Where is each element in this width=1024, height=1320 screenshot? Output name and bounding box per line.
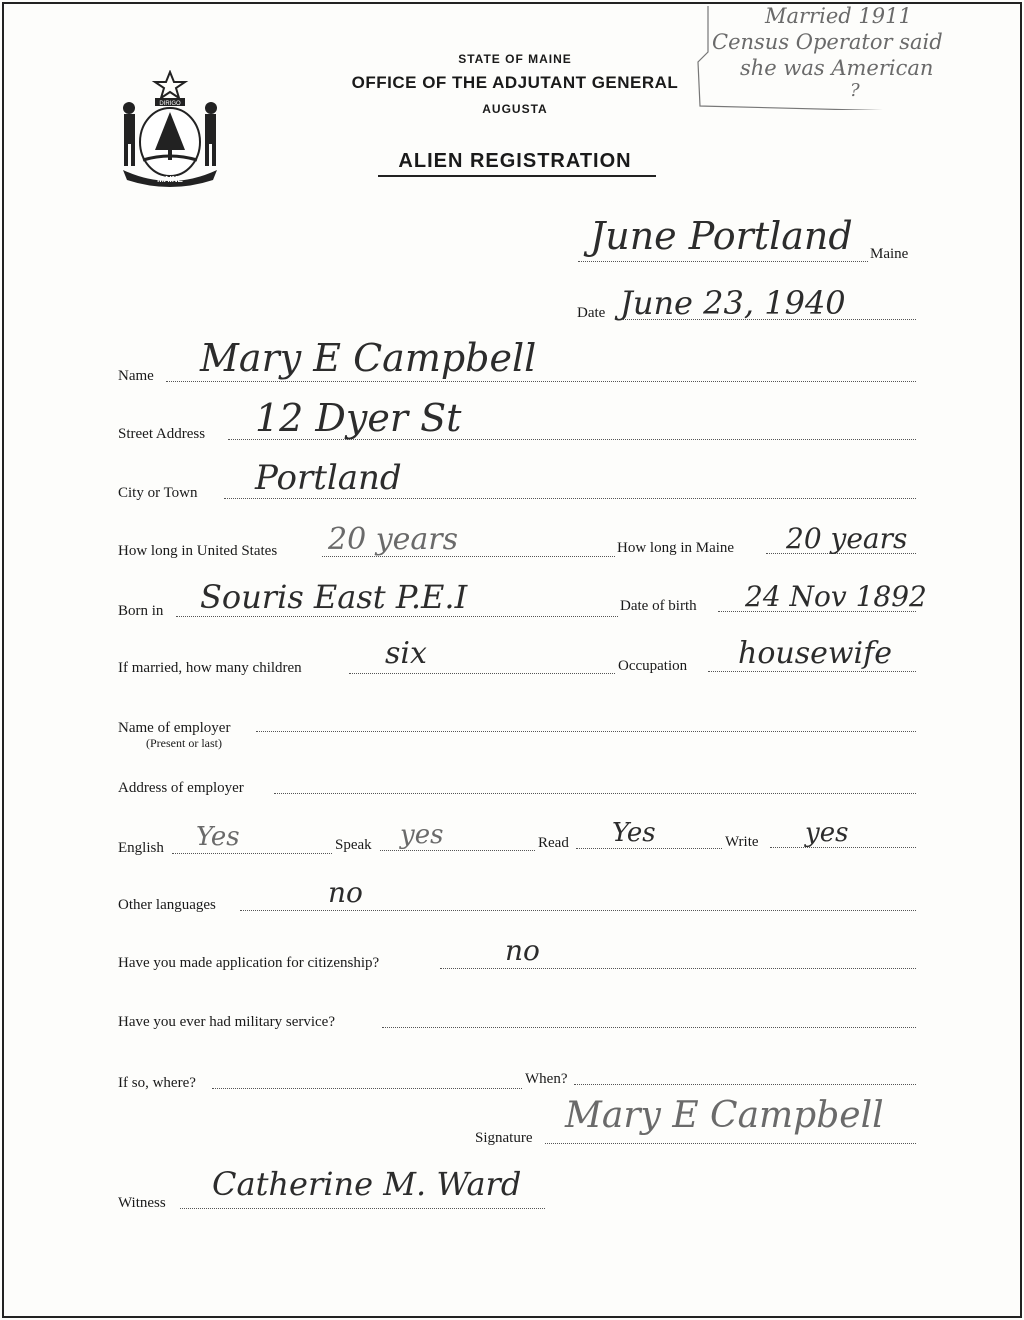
employer-address-field-line (274, 792, 916, 794)
name-field-line (166, 380, 916, 382)
other-languages-label: Other languages (118, 897, 216, 913)
place-value: June Portland (590, 214, 853, 258)
read-value: Yes (612, 818, 656, 848)
occupation-value: housewife (738, 636, 892, 671)
note-line-2: Census Operator said (712, 30, 943, 54)
maine-duration-value: 20 years (786, 522, 908, 555)
write-label: Write (725, 834, 759, 850)
children-value: six (385, 636, 427, 671)
speak-label: Speak (335, 837, 372, 853)
witness-value: Catherine M. Ward (212, 1165, 522, 1203)
citizenship-field-line (440, 967, 916, 969)
employer-label: Name of employer (118, 720, 231, 736)
witness-field-line (180, 1207, 545, 1209)
employer-address-label: Address of employer (118, 780, 244, 796)
signature-field-line (545, 1142, 916, 1144)
street-label: Street Address (118, 426, 206, 442)
signature-value: Mary E Campbell (565, 1095, 884, 1136)
street-value: 12 Dyer St (255, 396, 462, 440)
place-label: Maine (870, 246, 909, 262)
citizenship-value: no (505, 934, 540, 967)
note-line-1: Married 1911 (765, 4, 912, 28)
write-value: yes (805, 818, 849, 848)
dob-label: Date of birth (620, 598, 697, 614)
maine-state-seal-icon (115, 70, 225, 188)
name-value: Mary E Campbell (200, 336, 537, 380)
svg-text:MAINE: MAINE (157, 175, 183, 184)
other-languages-value: no (328, 876, 363, 909)
signature-label: Signature (475, 1130, 533, 1146)
note-line-3: she was American (740, 56, 934, 80)
name-label: Name (118, 368, 154, 384)
where-field-line (212, 1087, 522, 1089)
english-field-line (172, 852, 332, 854)
occupation-label: Occupation (618, 658, 688, 674)
military-field-line (382, 1026, 916, 1028)
military-label: Have you ever had military service? (118, 1014, 335, 1030)
note-line-4: ? (850, 80, 860, 101)
witness-label: Witness (118, 1195, 166, 1211)
title-underline (378, 175, 656, 177)
when-field-line (574, 1083, 916, 1085)
english-value: Yes (196, 822, 240, 852)
when-label: When? (525, 1071, 568, 1087)
us-duration-value: 20 years (328, 522, 459, 557)
employer-sublabel: (Present or last) (146, 736, 222, 750)
other-languages-field-line (240, 909, 916, 911)
read-label: Read (538, 835, 569, 851)
city-label: City or Town (118, 485, 198, 501)
citizenship-label: Have you made application for citizenship? (118, 955, 380, 971)
city-value: Portland (255, 458, 402, 498)
date-value: June 23, 1940 (620, 284, 846, 322)
us-duration-label: How long in United States (118, 543, 278, 559)
office-heading: OFFICE OF THE ADJUTANT GENERAL (351, 73, 679, 92)
dob-value: 24 Nov 1892 (745, 580, 927, 613)
where-label: If so, where? (118, 1075, 196, 1091)
margin-note (690, 2, 1020, 110)
date-label: Date (577, 305, 606, 321)
born-in-label: Born in (118, 603, 164, 619)
place-field-line (578, 260, 868, 262)
svg-text:DIRIGO: DIRIGO (159, 101, 181, 107)
children-field-line (349, 672, 615, 674)
city-heading: AUGUSTA (482, 102, 548, 116)
state-heading: STATE OF MAINE (458, 52, 572, 66)
children-label: If married, how many children (118, 660, 302, 676)
born-in-value: Souris East P.E.I (200, 578, 468, 616)
form-title: ALIEN REGISTRATION (398, 150, 632, 172)
employer-field-line (256, 730, 916, 732)
english-label: English (118, 840, 164, 856)
maine-duration-label: How long in Maine (617, 540, 735, 556)
speak-value: yes (400, 820, 444, 850)
